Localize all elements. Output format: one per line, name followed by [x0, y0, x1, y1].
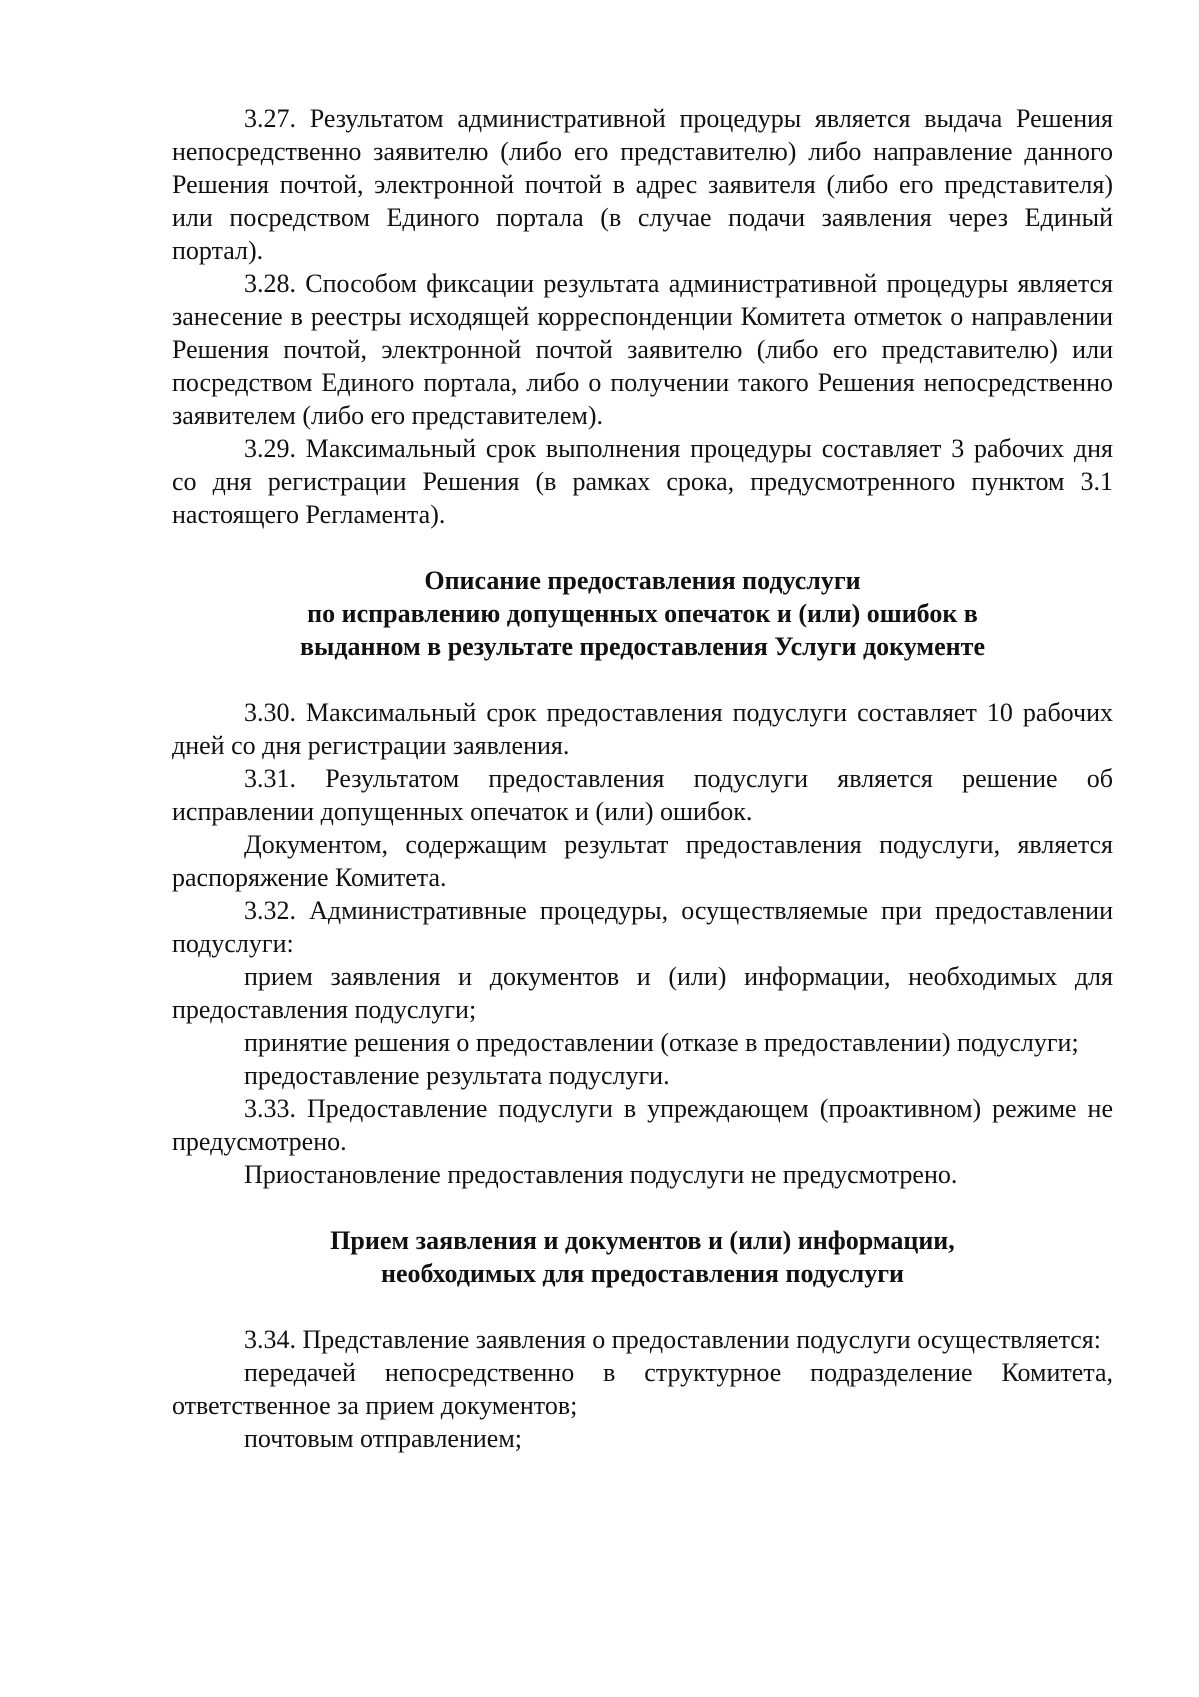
section-heading-corrections: [172, 564, 1113, 663]
section-heading-line: выданном в результате предоставления Услуги документе: [300, 632, 985, 661]
paragraph-3-32: 3.32. Административные процедуры, осуществляемые при предоставлении подуслуги:: [172, 896, 1113, 958]
list-item-procedure: прием заявления и документов и (или) информации, необходимых для предоставления подуслуги;: [172, 962, 1113, 1024]
section-heading-reception: [172, 1224, 1113, 1290]
document-body: [172, 102, 1113, 1455]
list-item-procedure: принятие решения о предоставлении (отказе в предоставлении) подуслуги;: [244, 1028, 1079, 1057]
section-heading-line: Описание предоставления подуслуги: [424, 566, 861, 595]
list-item-procedure: предоставление результата подуслуги.: [244, 1061, 670, 1090]
section-heading-line: Прием заявления и документов и (или) информации,: [330, 1226, 955, 1255]
paragraph-3-28: 3.28. Способом фиксации результата административной процедуры является занесение в реестры исходящей корреспонденции Комитета отметок о направлении Решения почтой, электронной почтой заявителю (либо его представителю) или посредством Единого портала, либо о получении такого Решения непосредственно заявителем (либо его представителем).: [172, 269, 1113, 430]
list-item-submission-method: передачей непосредственно в структурное подразделение Комитета, ответственное за прием документов;: [172, 1358, 1113, 1420]
paragraph-3-27: 3.27. Результатом административной процедуры является выдача Решения непосредственно заявителю (либо его представителю) либо направление данного Решения почтой, электронной почтой в адрес заявителя (либо его представителя) или посредством Единого портала (в случае подачи заявления через Единый портал).: [172, 104, 1113, 265]
paragraph-3-31: 3.31. Результатом предоставления подуслуги является решение об исправлении допущенных опечаток и (или) ошибок.: [172, 764, 1113, 826]
paragraph-3-34: 3.34. Представление заявления о предоставлении подуслуги осуществляется:: [244, 1325, 1101, 1354]
paragraph-3-33: 3.33. Предоставление подуслуги в упреждающем (проактивном) режиме не предусмотрено.: [172, 1094, 1113, 1156]
paragraph-3-30: 3.30. Максимальный срок предоставления подуслуги составляет 10 рабочих дней со дня регистрации заявления.: [172, 698, 1113, 760]
paragraph-suspension: Приостановление предоставления подуслуги не предусмотрено.: [244, 1160, 958, 1189]
section-heading-line: необходимых для предоставления подуслуги: [380, 1259, 904, 1288]
list-item-submission-method: почтовым отправлением;: [244, 1424, 523, 1453]
section-heading-line: по исправлению допущенных опечаток и (или) ошибок в: [307, 599, 978, 628]
paragraph-3-29: 3.29. Максимальный срок выполнения процедуры составляет 3 рабочих дня со дня регистрации Решения (в рамках срока, предусмотренного пунктом 3.1 настоящего Регламента).: [172, 434, 1113, 529]
paragraph-result-document: Документом, содержащим результат предоставления подуслуги, является распоряжение Комитета.: [172, 830, 1113, 892]
